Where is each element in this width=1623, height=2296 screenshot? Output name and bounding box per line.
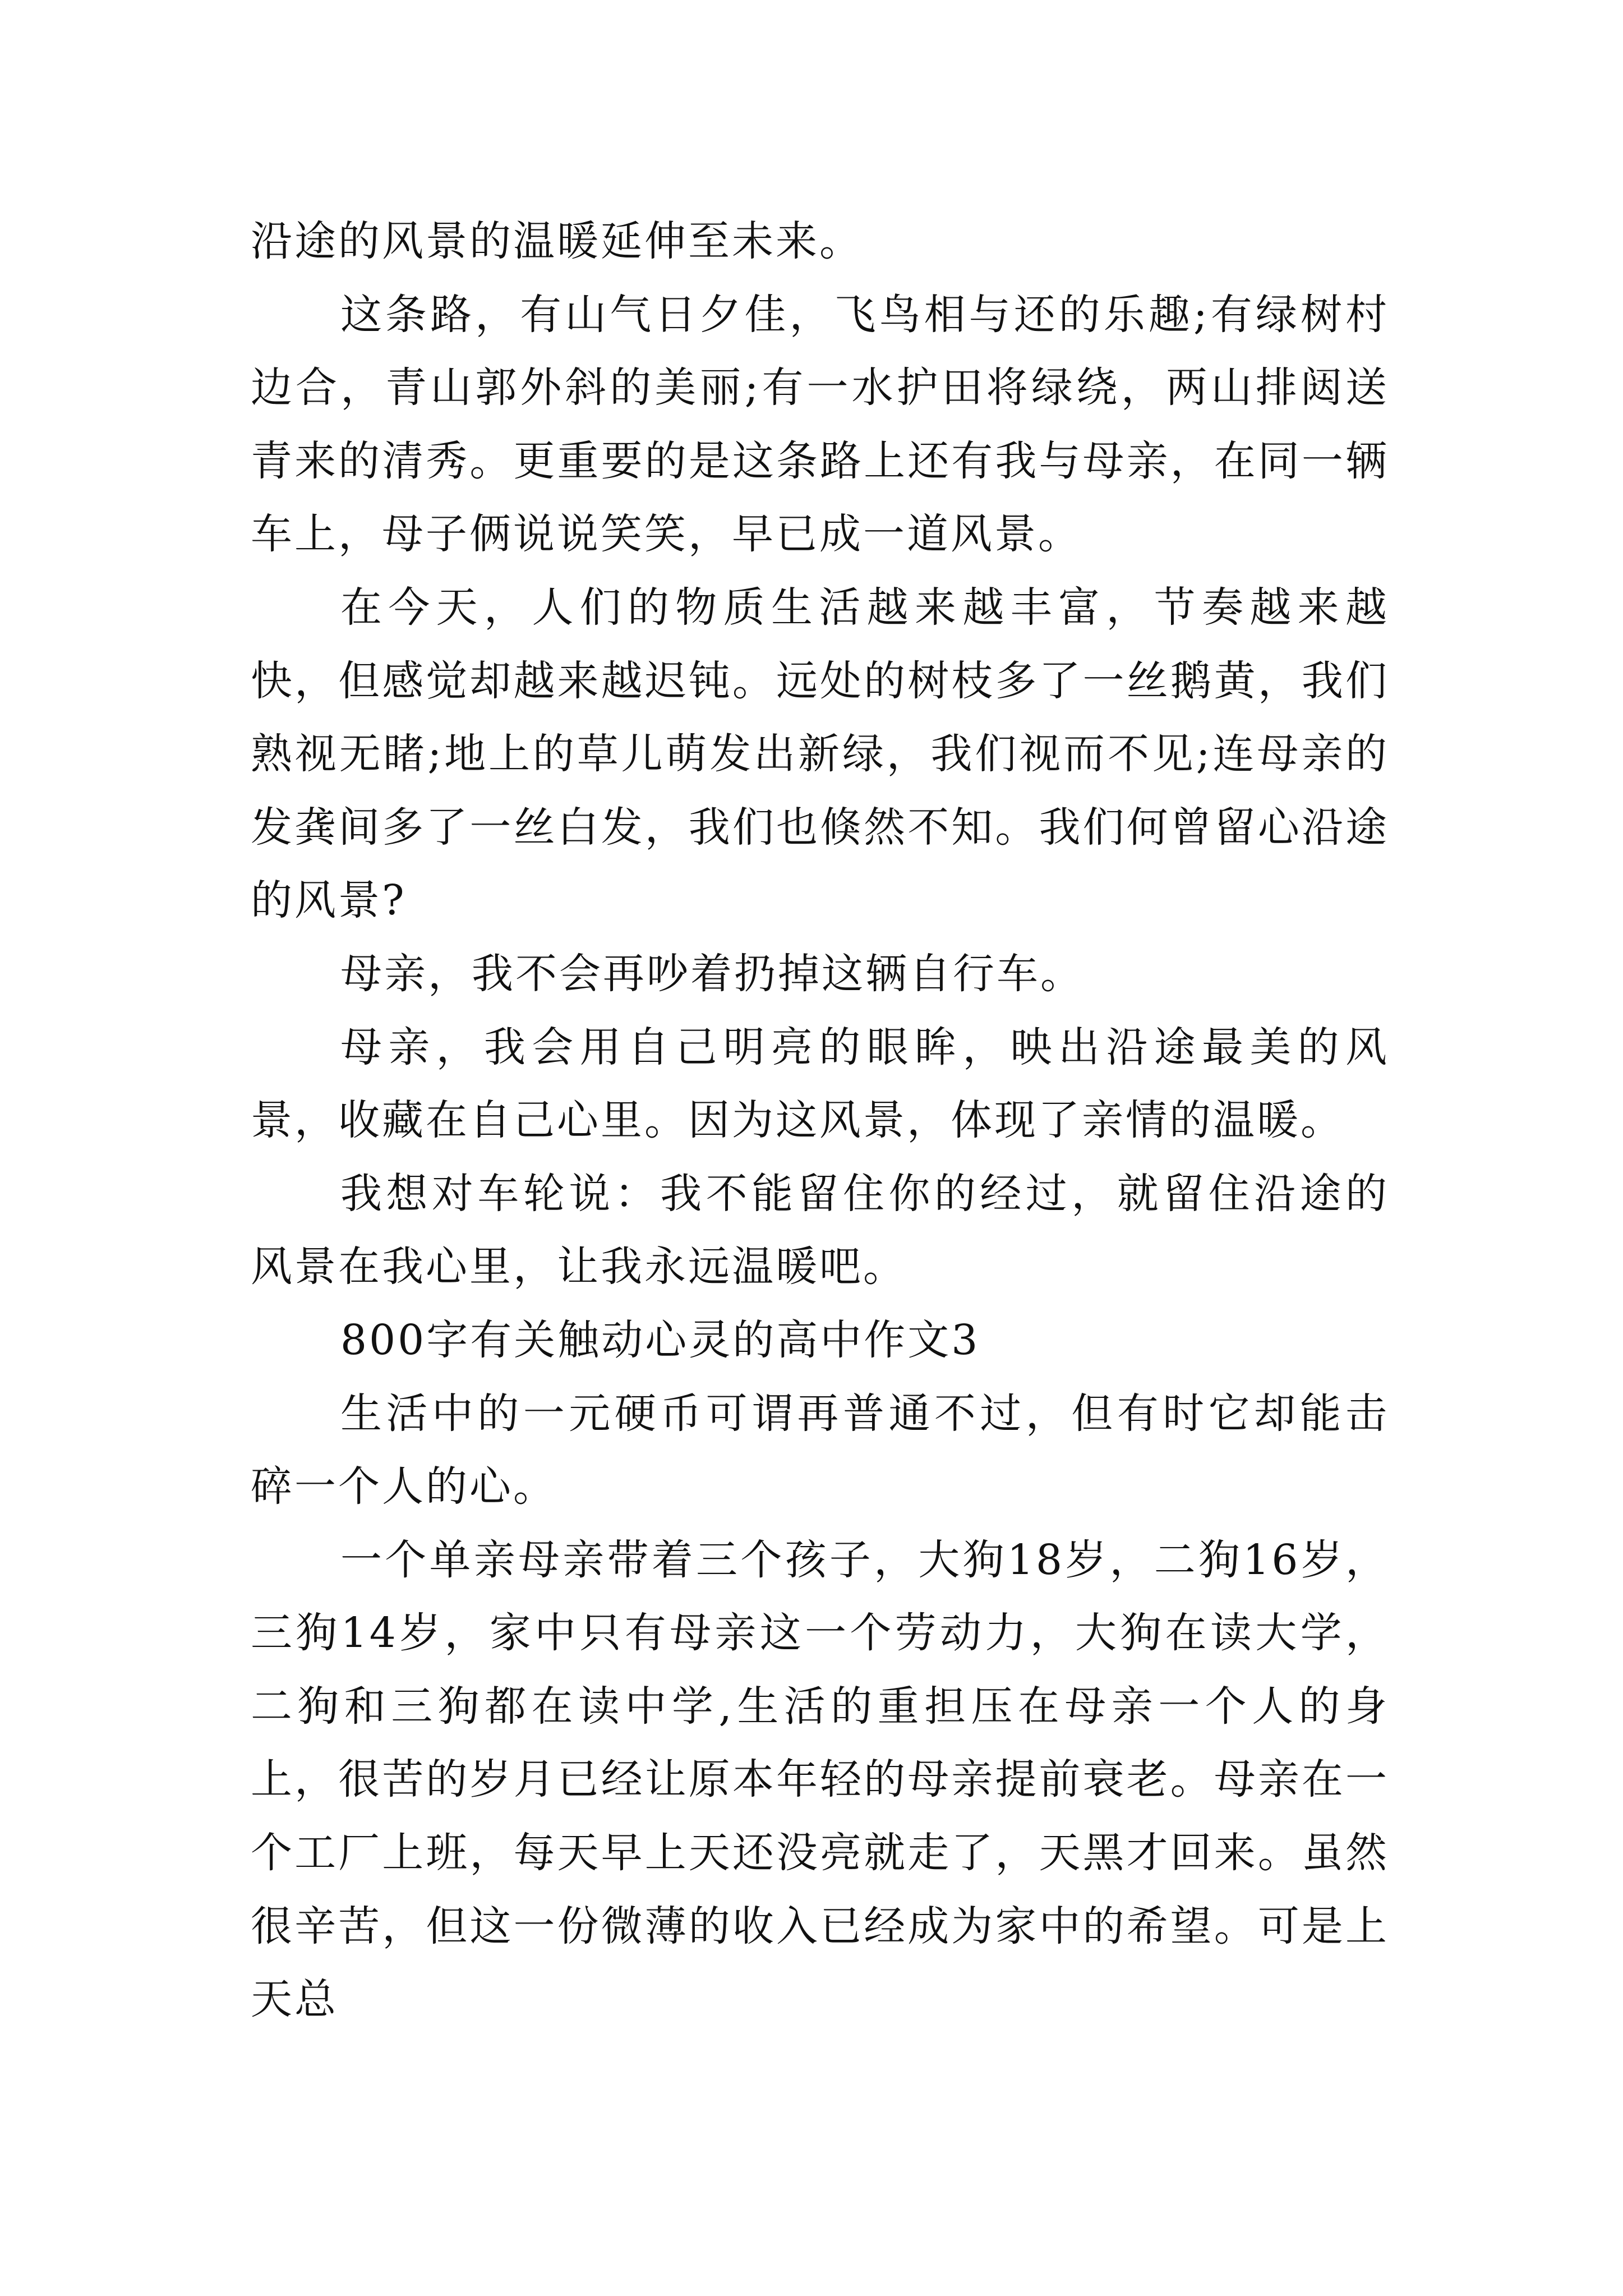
paragraph-4: 母亲，我不会再吵着扔掉这辆自行车。 [340, 949, 1084, 998]
paragraph-7: 生活中的一元硬币可谓再普通不过，但有时它却能击碎一个人的心。 [251, 1389, 1389, 1511]
paragraph-1: 沿途的风景的温暖延伸至未来。 [251, 217, 863, 265]
paragraph-6: 我想对车轮说：我不能留住你的经过，就留住沿途的风景在我心里，让我永远温暖吧。 [251, 1169, 1389, 1291]
document-body [251, 205, 1389, 2036]
paragraph-3: 在今天，人们的物质生活越来越丰富，节奏越来越快，但感觉却越来越迟钝。远处的树枝多了一丝鹅黄，我们熟视无睹;地上的草儿萌发出新绿，我们视而不见;连母亲的发龚间多了一丝白发，我们也倏然不知。我们何曾留心沿途的风景? [251, 583, 1389, 925]
section-heading: 800字有关触动心灵的高中作文3 [340, 1315, 980, 1364]
paragraph-8: 一个单亲母亲带着三个孩子，大狗18岁，二狗16岁，三狗14岁，家中只有母亲这一个劳动力，大狗在读大学，二狗和三狗都在读中学,生活的重担压在母亲一个人的身上，很苦的岁月已经让原本年轻的母亲提前衰老。母亲在一个工厂上班，每天早上天还没亮就走了，天黑才回来。虽然很辛苦，但这一份微薄的收入已经成为家中的希望。可是上天总 [251, 1535, 1389, 2024]
paragraph-5: 母亲，我会用自己明亮的眼眸，映出沿途最美的风景，收藏在自己心里。因为这风景，体现了亲情的温暖。 [251, 1023, 1389, 1145]
paragraph-2: 这条路，有山气日夕佳，飞鸟相与还的乐趣;有绿树村边合，青山郭外斜的美丽;有一水护田将绿绕，两山排闼送青来的清秀。更重要的是这条路上还有我与母亲，在同一辆车上，母子俩说说笑笑，早已成一道风景。 [251, 290, 1389, 559]
